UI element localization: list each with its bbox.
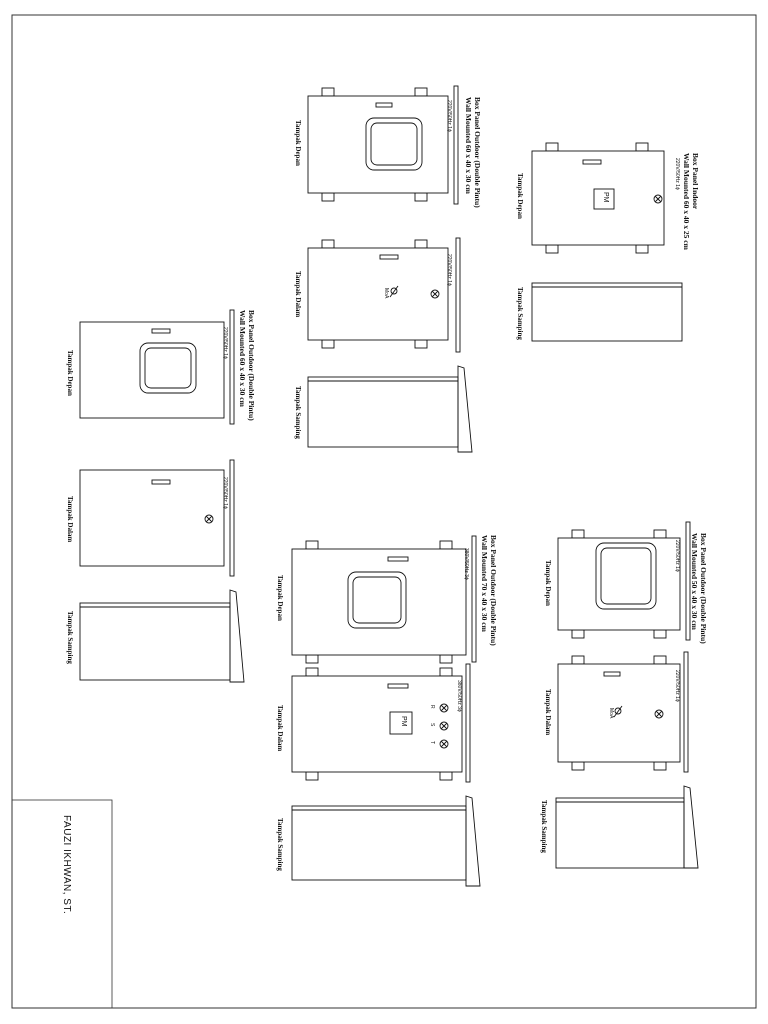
panel-a-title-line2: Wall Mounted 60 x 40 x 30 cm — [464, 97, 473, 194]
panel-a-side-view — [308, 366, 472, 452]
panel-c-title — [238, 310, 256, 421]
panel-e-title-line1: Box Panel Outdoor (Double Pintu) — [699, 533, 708, 644]
panel-b-front-label: Tampak Depan — [516, 173, 524, 219]
panel-c-side-label: Tampak Samping — [66, 611, 74, 664]
panel-b-side-label: Tampak Samping — [516, 287, 524, 340]
panel-d-title-line1: Box Panel Outdoor (Double Pintu) — [489, 535, 498, 646]
panel-e-title — [690, 533, 708, 644]
panel-e-rating: 220V/50Hz 1ϕ — [674, 540, 680, 572]
panel-d-inside-label: Tampak Dalam — [276, 705, 284, 752]
panel-e-inside-label: Tampak Dalam — [544, 689, 552, 736]
panel-a-rating: 220V/50Hz 1ϕ — [446, 100, 452, 132]
panel-d-front-label: Tampak Depan — [276, 575, 284, 621]
panel-e-inside-view — [558, 652, 688, 772]
panel-c-inside-rating: 220V/50Hz 1ϕ — [222, 477, 228, 509]
panel-e-inside-rating: 220V/50Hz 1ϕ — [674, 670, 680, 702]
panel-a-inside-label: Tampak Dalam — [294, 271, 302, 318]
panel-b-title-line2: Wall Mounted 60 x 40 x 25 cm — [682, 153, 691, 250]
panel-d-phase-t: T — [429, 741, 435, 745]
panel-d-inside-view — [292, 664, 470, 782]
panel-a-mcb-label: MoA — [383, 288, 389, 299]
panel-d-meter-label: PM — [400, 716, 407, 727]
panel-b-side-view — [532, 283, 682, 341]
panel-e-title-line2: Wall Mounted 50 x 40 x 30 cm — [690, 533, 699, 630]
panel-c-front-view — [80, 310, 234, 424]
panel-c-title-line1: Box Panel Outdoor (Double Pintu) — [247, 310, 256, 421]
panel-d-front-view — [292, 536, 476, 663]
panel-d-inside-rating: 380V/50Hz 3ϕ — [456, 680, 462, 712]
panel-d-phase-s: S — [429, 723, 435, 727]
panel-a-inside-rating: 220V/50Hz 1ϕ — [446, 254, 452, 286]
panel-d-side-label: Tampak Samping — [276, 818, 284, 871]
panel-c-rating: 220V/50Hz 1ϕ — [222, 327, 228, 359]
panel-d-side-view — [292, 796, 480, 886]
panel-d-rating: 380V/50Hz 3ϕ — [463, 548, 469, 580]
panel-e-side-view — [556, 786, 698, 868]
panel-c-side-view — [80, 590, 244, 682]
panel-c-inside-view — [80, 460, 234, 576]
panel-b-title — [682, 153, 700, 250]
panel-c-front-label: Tampak Depan — [66, 350, 74, 396]
panel-b-rating: 220V/50Hz 1ϕ — [674, 158, 680, 190]
panel-a-front-view — [308, 86, 458, 204]
panel-c-title-line2: Wall Mounted 60 x 40 x 30 cm — [238, 310, 247, 407]
panel-e-side-label: Tampak Samping — [540, 800, 548, 853]
panel-d-title-line2: Wall Mounted 70 x 40 x 30 cm — [480, 535, 489, 632]
panel-e-mcb-label: MoA — [608, 708, 614, 719]
signature-name: FAUZI IKHWAN, ST. — [61, 815, 72, 915]
panel-a-front-label: Tampak Depan — [294, 120, 302, 166]
panel-b-title-line1: Box Panel Indoor — [691, 153, 700, 210]
panel-d-title — [480, 535, 498, 646]
panel-e-front-label: Tampak Depan — [544, 560, 552, 606]
panel-d-phase-r: R — [429, 705, 435, 709]
panel-c-inside-label: Tampak Dalam — [66, 496, 74, 543]
panel-a-title — [464, 97, 482, 208]
panel-a-side-label: Tampak Samping — [294, 386, 302, 439]
panel-a-title-line1: Box Panel Outdoor (Double Pintu) — [473, 97, 482, 208]
panel-b-front-view — [532, 143, 664, 253]
panel-e-front-view — [558, 522, 690, 640]
panel-b-meter-label: PM — [602, 192, 609, 203]
